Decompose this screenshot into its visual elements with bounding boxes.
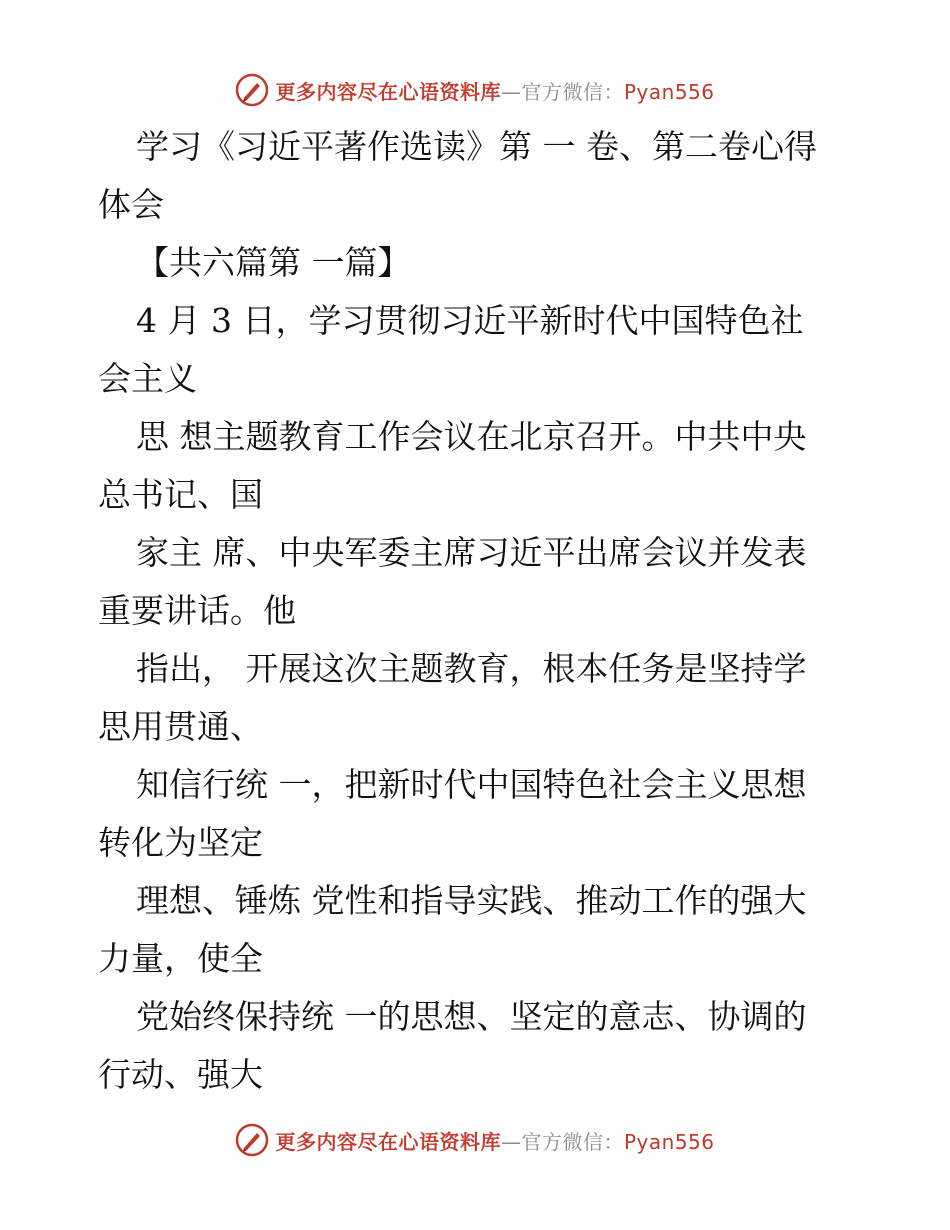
banner-contact-id: Pyan556 <box>623 79 715 104</box>
paragraph-line: 行动、强大 <box>98 1055 263 1094</box>
paragraph-line: 思 想主题教育工作会议在北京召开。中共中央 <box>136 417 807 456</box>
document-body <box>98 118 858 1104</box>
paragraph <box>98 640 858 756</box>
title-line: 体会 <box>98 185 164 224</box>
paragraph-line: 力量，使全 <box>98 939 263 978</box>
paragraph <box>98 756 858 872</box>
footer-banner <box>0 1120 950 1160</box>
document-title <box>98 118 858 234</box>
pen-circle-logo-icon <box>235 73 269 107</box>
paragraph-line: 家主 席、中央军委主席习近平出席会议并发表 <box>136 533 807 572</box>
header-banner <box>0 70 950 110</box>
paragraph <box>98 292 858 408</box>
banner-contact-label: 官方微信： <box>521 79 624 104</box>
banner-dash: — <box>500 79 522 104</box>
banner-contact-id: Pyan556 <box>623 1129 715 1154</box>
paragraph <box>98 988 858 1104</box>
banner-site-text: 更多内容尽在心语资料库 <box>275 79 501 104</box>
banner-text <box>275 1126 714 1155</box>
paragraph-line: 会主义 <box>98 359 197 398</box>
paragraph-line: 知信行统 一，把新时代中国特色社会主义思想 <box>136 765 807 804</box>
paragraph <box>98 872 858 988</box>
paragraph <box>98 408 858 524</box>
paragraph-line: 指出， 开展这次主题教育，根本任务是坚持学 <box>136 649 807 688</box>
section-heading: 【共六篇第 一篇】 <box>136 243 411 282</box>
banner-site-text: 更多内容尽在心语资料库 <box>275 1129 501 1154</box>
title-line: 学习《习近平著作选读》第 一 卷、第二卷心得 <box>136 127 817 166</box>
paragraph-line: 思用贯通、 <box>98 707 263 746</box>
paragraph-line: 党始终保持统 一的思想、坚定的意志、协调的 <box>136 997 807 1036</box>
banner-dash: — <box>500 1129 522 1154</box>
paragraph <box>98 524 858 640</box>
paragraph-line: 理想、锤炼 党性和指导实践、推动工作的强大 <box>136 881 807 920</box>
paragraph-line: 重要讲话。他 <box>98 591 296 630</box>
banner-text <box>275 76 714 105</box>
paragraph-line: 转化为坚定 <box>98 823 263 862</box>
paragraph-line: 4 月 3 日，学习贯彻习近平新时代中国特色社 <box>136 301 804 340</box>
paragraph-line: 总书记、国 <box>98 475 263 514</box>
pen-circle-logo-icon <box>235 1123 269 1157</box>
banner-contact-label: 官方微信： <box>521 1129 624 1154</box>
